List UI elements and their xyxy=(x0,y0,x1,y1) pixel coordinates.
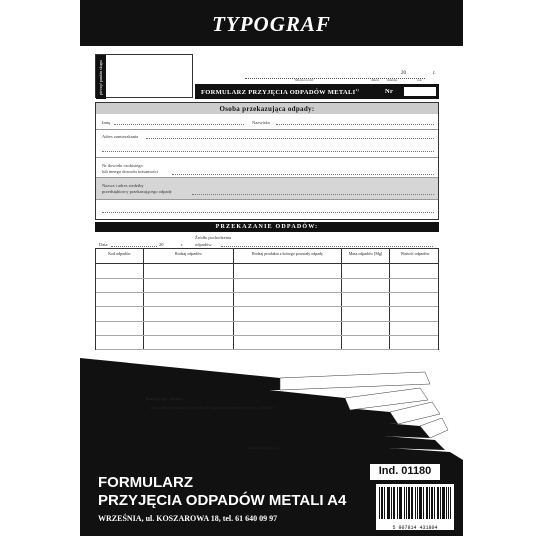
barcode-bar xyxy=(406,487,407,519)
form-title-sup: 1) xyxy=(355,88,359,92)
barcode-bar xyxy=(387,487,388,519)
barcode-bar xyxy=(450,487,451,519)
caption-place: Miejscowość xyxy=(295,78,314,82)
section-person xyxy=(95,102,439,220)
row-address xyxy=(96,130,438,158)
caption-month: miesiąc xyxy=(387,78,398,82)
barcode-bars xyxy=(379,487,451,519)
label-imie: Imię xyxy=(102,120,111,125)
bottom-band xyxy=(80,464,463,536)
field-zrodlo[interactable] xyxy=(221,246,433,247)
barcode-bar xyxy=(417,487,418,519)
barcode-bar xyxy=(394,487,395,519)
barcode-bar xyxy=(381,487,382,519)
sign-label: podpis przyjmującego xyxy=(248,446,280,450)
label-nazwisko: Nazwisko xyxy=(252,120,270,125)
field-nazwisko[interactable] xyxy=(276,124,434,125)
index-badge: Ind. 01180 xyxy=(370,464,440,480)
barcode-bar xyxy=(443,487,444,519)
label-firma-1: Nazwa i adres siedziby xyxy=(102,183,144,188)
field-dowod[interactable] xyxy=(172,174,434,175)
data-twenty: 20 xyxy=(159,242,164,247)
nr-label: Nr xyxy=(385,88,394,95)
col-masa: Masa odpadów [Mg] xyxy=(342,249,390,263)
barcode-bar xyxy=(442,487,443,519)
barcode-bar xyxy=(382,487,383,519)
barcode-bar xyxy=(419,487,420,519)
top-band xyxy=(80,0,463,46)
nr-field[interactable] xyxy=(403,86,437,97)
barcode-bar xyxy=(434,487,435,519)
barcode-bar xyxy=(427,487,428,519)
product-title-line1: FORMULARZ xyxy=(98,474,193,491)
declaration-text: anowi moją własność, nie jest obciążony prawami na rzecz osób trze xyxy=(150,405,274,410)
row-company-2 xyxy=(96,200,438,220)
barcode-bar xyxy=(408,487,409,519)
barcode-digits: 5 907814 431804 xyxy=(392,525,438,531)
col-wartosc: Wartość odpadów xyxy=(400,251,430,256)
table-row[interactable] xyxy=(96,292,438,293)
row-company xyxy=(96,178,438,200)
table-header-line xyxy=(96,263,438,264)
barcode-bar xyxy=(399,487,400,519)
barcode-bar xyxy=(415,487,416,519)
barcode-bar xyxy=(393,487,394,519)
barcode-bar xyxy=(391,487,392,519)
barcode-bar xyxy=(440,487,441,519)
field-adres-1[interactable] xyxy=(146,138,434,139)
barcode-bar xyxy=(429,487,430,519)
barcode-bar xyxy=(444,487,445,519)
table-row[interactable] xyxy=(96,335,438,336)
barcode-bar xyxy=(409,487,410,519)
field-firma-1[interactable] xyxy=(192,194,434,195)
caption-day: dzień xyxy=(371,78,379,82)
barcode-bar xyxy=(448,487,449,519)
barcode-bar xyxy=(438,487,439,519)
barcode-bar xyxy=(420,487,421,519)
date-r: r. xyxy=(433,71,436,76)
barcode-bar xyxy=(432,487,433,519)
data-r: r. xyxy=(181,242,184,247)
row-id xyxy=(96,158,438,178)
col-rodzaj: Rodzaj odpadów xyxy=(144,249,234,263)
stamp-box xyxy=(95,54,193,98)
product-title-line2: PRZYJĘCIA ODPADÓW METALI A4 xyxy=(98,492,347,509)
barcode-bar xyxy=(421,487,422,519)
barcode-bar xyxy=(379,487,380,519)
form-sheet xyxy=(95,54,439,384)
barcode-bar xyxy=(389,487,390,519)
col-kod: Kod odpadów xyxy=(96,249,144,263)
label-dowod-2: lub innego dowodu tożsamości xyxy=(102,169,158,174)
barcode-bar xyxy=(412,487,413,519)
stamp-side xyxy=(96,55,106,99)
barcode-bar xyxy=(437,487,438,519)
section-person-heading: Osoba przekazująca odpady: xyxy=(96,103,438,114)
barcode-bar xyxy=(404,487,405,519)
barcode-bar xyxy=(423,487,424,519)
declaration-heading: kazującego odpady: xyxy=(146,396,185,401)
barcode-bar xyxy=(384,487,385,519)
barcode-bar xyxy=(397,487,398,519)
label-zrodlo-2: odpadów xyxy=(195,242,212,247)
label-adres: Adres zamieszkania xyxy=(102,134,139,139)
barcode-bar xyxy=(388,487,389,519)
place-date-line xyxy=(245,71,439,82)
barcode-bar xyxy=(446,487,447,519)
form-title: FORMULARZ PRZYJĘCIA ODPADÓW METALI xyxy=(201,89,356,97)
publisher-address: WRZEŚNIA, ul. KOSZAROWA 18, tel. 61 640 09 97 xyxy=(98,514,278,523)
table-row[interactable] xyxy=(96,321,438,322)
brand-logo: TYPOGRAF xyxy=(212,12,331,36)
barcode-bar xyxy=(411,487,412,519)
barcode-bar xyxy=(431,487,432,519)
label-data: Data xyxy=(99,242,108,247)
table-row[interactable] xyxy=(96,278,438,279)
field-imie[interactable] xyxy=(114,124,244,125)
caption-year: rok xyxy=(417,78,422,82)
section-transfer-heading: PRZEKAZANIE ODPADÓW: xyxy=(95,222,439,232)
stacked-sheets-graphic xyxy=(80,350,463,470)
date-twenty: 20 xyxy=(401,71,406,76)
field-firma-2[interactable] xyxy=(102,212,434,213)
label-zrodlo-1: Źródło pochodzenia xyxy=(195,235,232,240)
label-firma-2: przedsiębiorcy przekazującego odpady xyxy=(102,189,172,194)
barcode-bar xyxy=(400,487,401,519)
place-date-underline xyxy=(245,74,425,79)
barcode xyxy=(376,484,454,530)
table-row[interactable] xyxy=(96,306,438,307)
stamp-side-label: pieczęć punktu skupu xyxy=(98,60,103,95)
row-name xyxy=(96,114,438,130)
field-data[interactable] xyxy=(111,246,157,247)
col-produkt: Rodzaj produktu z którego powstały odpady xyxy=(234,249,342,263)
field-adres-2[interactable] xyxy=(102,151,434,152)
label-dowod-1: Nr dowodu osobistego xyxy=(102,163,143,168)
barcode-bar xyxy=(401,487,402,519)
barcode-bar xyxy=(426,487,427,519)
